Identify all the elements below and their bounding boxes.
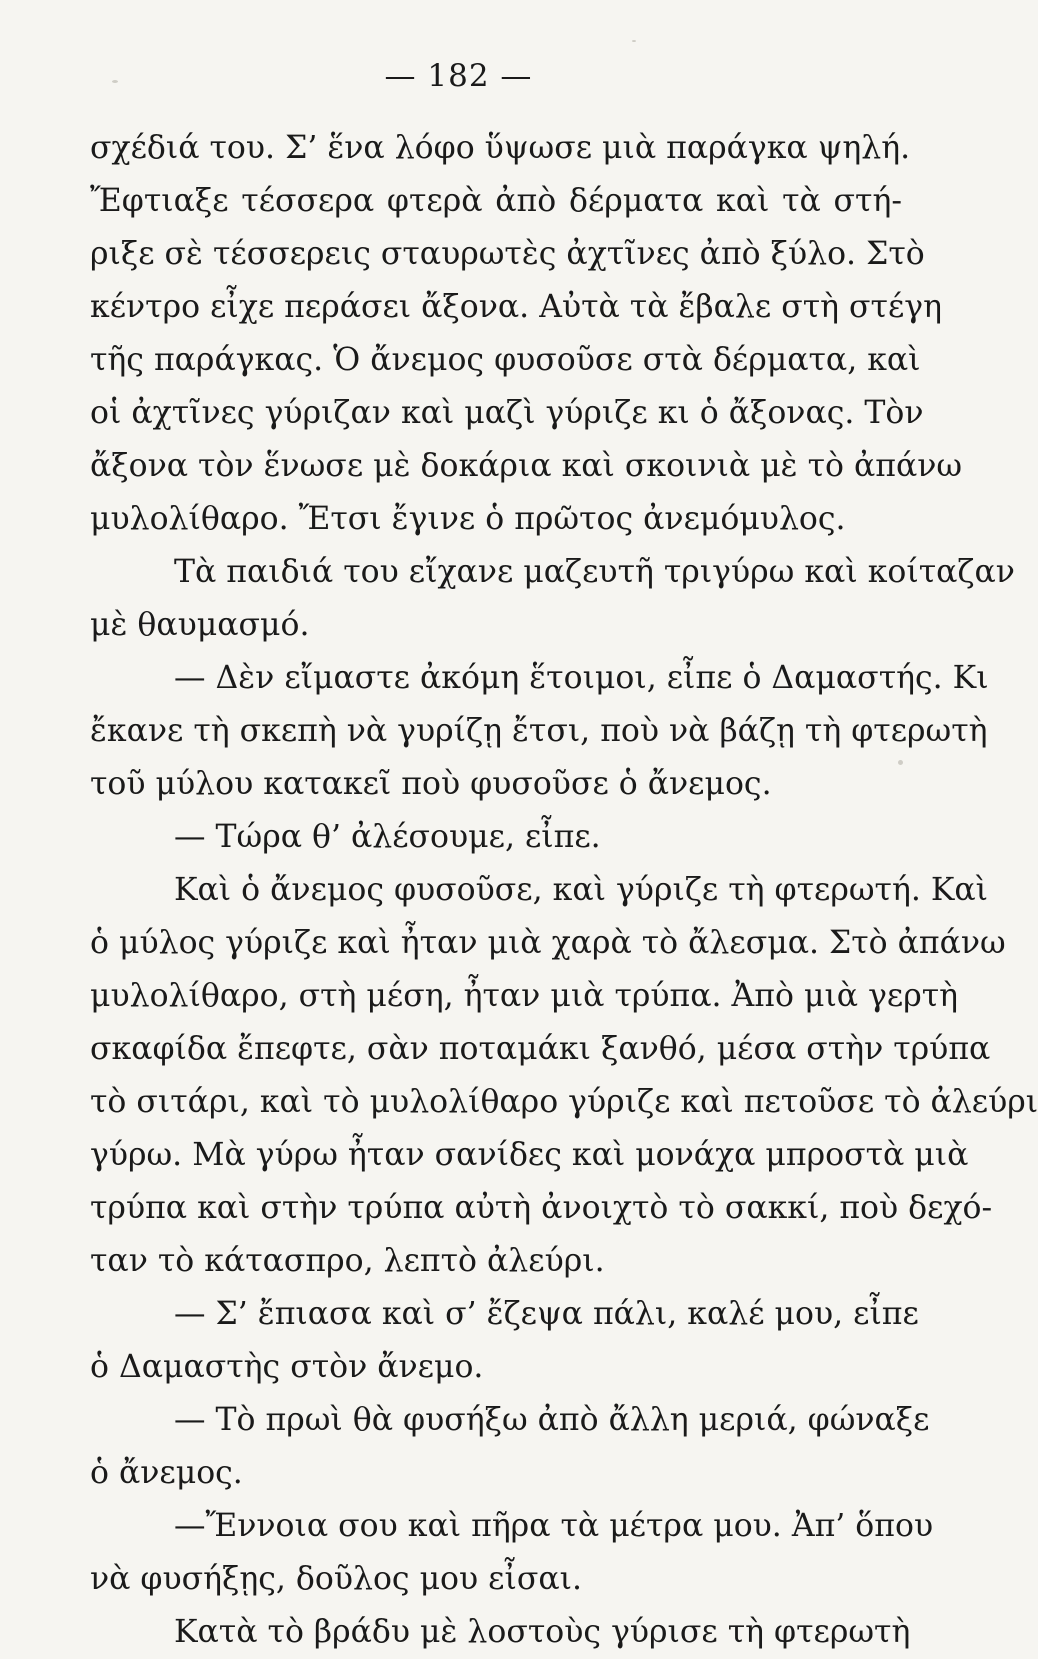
text-line: — Τώρα θ’ ἀλέσουμε, εἶπε. [174, 819, 601, 855]
text-line: ριξε σὲ τέσσερεις σταυρωτὲς ἀχτῖνες ἀπὸ ξύλο. Στὸ [90, 236, 925, 272]
text-line: ὁ ἄνεμος. [90, 1455, 243, 1491]
body-text [90, 122, 1038, 1659]
text-line: γύρω. Μὰ γύρω ἦταν σανίδες καὶ μονάχα μπροστὰ μιὰ [90, 1137, 969, 1173]
text-line: τοῦ μύλου κατακεῖ ποὺ φυσοῦσε ὁ ἄνεμος. [90, 766, 772, 802]
text-line: κέντρο εἶχε περάσει ἄξονα. Αὐτὰ τὰ ἔβαλε στὴ στέγη [90, 289, 942, 325]
text-line: νὰ φυσήξῃς, δοῦλος μου εἶσαι. [90, 1561, 582, 1597]
text-line: τῆς παράγκας. Ὁ ἄνεμος φυσοῦσε στὰ δέρματα, καὶ [90, 342, 921, 378]
text-line: Ἔφτιαξε τέσσερα φτερὰ ἀπὸ δέρματα καὶ τὰ στή- [90, 183, 902, 219]
text-line: ταν τὸ κάτασπρο, λεπτὸ ἀλεύρι. [90, 1243, 605, 1279]
text-line: οἱ ἀχτῖνες γύριζαν καὶ μαζὶ γύριζε κι ὁ ἄξονας. Τὸν [90, 395, 924, 431]
text-line: μυλολίθαρο, στὴ μέση, ἦταν μιὰ τρύπα. Ἀπὸ μιὰ γερτὴ [90, 978, 959, 1014]
text-line: τὸ σιτάρι, καὶ τὸ μυλολίθαρο γύριζε καὶ πετοῦσε τὸ ἀλεύρι [90, 1084, 1038, 1120]
text-line: — Σ’ ἔπιασα καὶ σ’ ἔζεψα πάλι, καλέ μου, εἶπε [174, 1296, 919, 1332]
text-line: ἄξονα τὸν ἕνωσε μὲ δοκάρια καὶ σκοινιὰ μὲ τὸ ἀπάνω [90, 448, 963, 484]
text-line: σχέδιά του. Σ’ ἕνα λόφο ὕψωσε μιὰ παράγκα ψηλή. [90, 130, 911, 166]
text-line: Κατὰ τὸ βράδυ μὲ λοστοὺς γύρισε τὴ φτερωτὴ [174, 1614, 911, 1650]
page-number: — 182 — [384, 58, 533, 94]
paper-speck [898, 760, 903, 765]
text-line: ὁ Δαμαστὴς στὸν ἄνεμο. [90, 1349, 484, 1385]
text-line: ὁ μύλος γύριζε καὶ ἦταν μιὰ χαρὰ τὸ ἄλεσμα. Στὸ ἀπάνω [90, 925, 1006, 961]
text-line: μυλολίθαρο. Ἔτσι ἔγινε ὁ πρῶτος ἀνεμόμυλος. [90, 501, 846, 537]
text-line: — Δὲν εἴμαστε ἀκόμη ἕτοιμοι, εἶπε ὁ Δαμαστής. Κι [174, 660, 989, 696]
text-line: Τὰ παιδιά του εἴχανε μαζευτῆ τριγύρω καὶ κοίταζαν [174, 554, 1015, 590]
text-line: — Τὸ πρωὶ θὰ φυσήξω ἀπὸ ἄλλη μεριά, φώναξε [174, 1402, 930, 1438]
text-line: μὲ θαυμασμό. [90, 607, 310, 643]
text-line: τρύπα καὶ στὴν τρύπα αὐτὴ ἀνοιχτὸ τὸ σακκί, ποὺ δεχό- [90, 1190, 993, 1226]
paper-speck [632, 40, 636, 42]
text-line: ἔκανε τὴ σκεπὴ νὰ γυρίζῃ ἔτσι, ποὺ νὰ βάζῃ τὴ φτερωτὴ [90, 713, 988, 749]
text-line: σκαφίδα ἔπεφτε, σὰν ποταμάκι ξανθό, μέσα στὴν τρύπα [90, 1031, 991, 1067]
paper-speck [112, 80, 118, 83]
text-line: Καὶ ὁ ἄνεμος φυσοῦσε, καὶ γύριζε τὴ φτερωτή. Καὶ [174, 872, 989, 908]
text-line: —Ἔννοια σου καὶ πῆρα τὰ μέτρα μου. Ἀπ’ ὅπου [174, 1508, 934, 1544]
